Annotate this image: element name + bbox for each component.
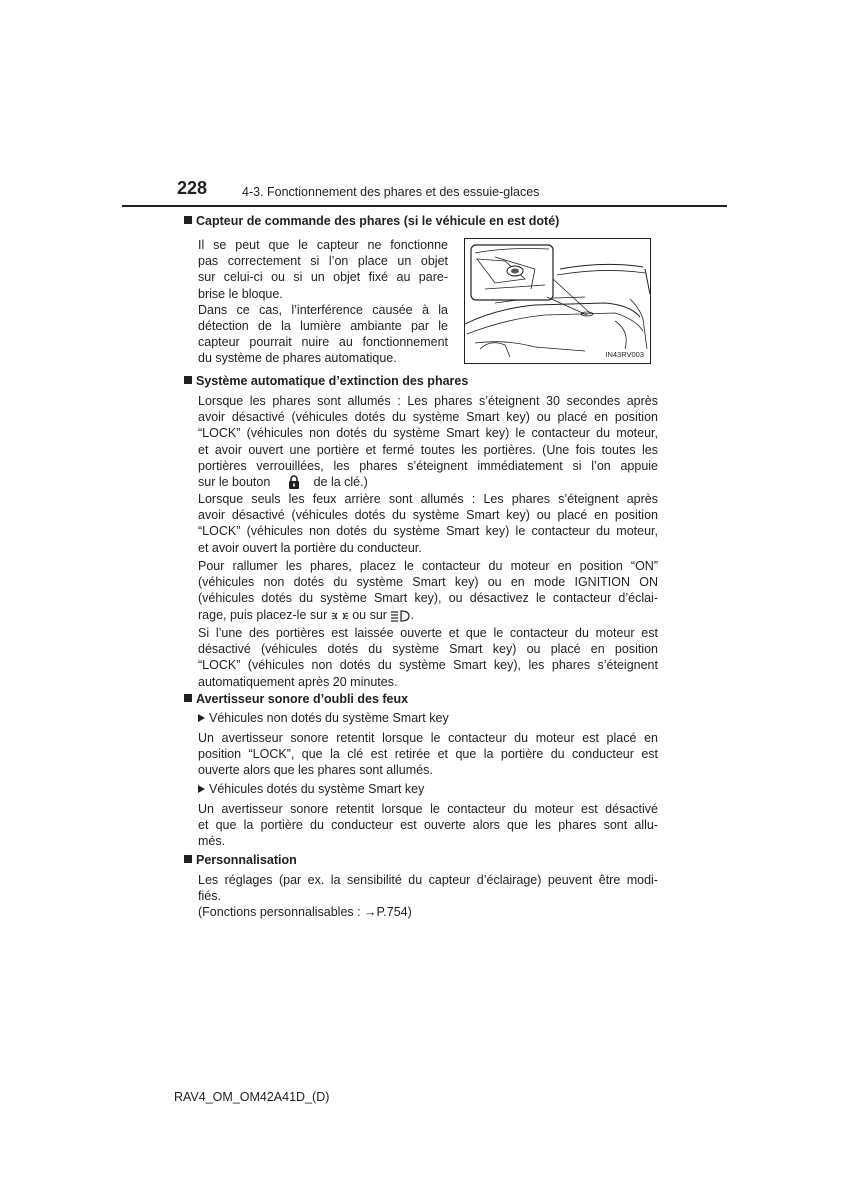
- extinction-paragraph-4: [198, 625, 658, 690]
- chapter-title: 4-3. Fonctionnement des phares et des essuie-glaces: [242, 185, 540, 199]
- text-line: pas correctement si l’on place un objet: [198, 254, 448, 269]
- text-line: Un avertisseur sonore retentit lorsque le contacteur du moteur est désactivé: [198, 802, 658, 816]
- text-line: més.: [198, 834, 226, 849]
- text-fragment: .: [410, 607, 414, 622]
- square-bullet-icon: [184, 855, 192, 863]
- text-line: avoir désactivé (véhicules dotés du système Smart key) ou placé en position: [198, 410, 658, 425]
- text-line: et avoir ouvert la portière du conducteur.: [198, 540, 422, 555]
- text-line: désactivé (véhicules dotés du système Smart key) ou placé en position: [198, 642, 658, 657]
- heading-text: Capteur de commande des phares (si le véhicule en est doté): [196, 214, 560, 228]
- text-line: position “LOCK”, que la clé est retirée et que la portière du conducteur est: [198, 747, 658, 762]
- text-line: (véhicules non dotés du système Smart key) ou en mode IGNITION ON: [198, 575, 658, 590]
- text-line: Si l’une des portières est laissée ouverte et que le contacteur du moteur est: [198, 626, 658, 640]
- extinction-paragraph-3: [198, 558, 658, 623]
- text-line: Pour rallumer les phares, placez le contacteur du moteur en position “ON”: [198, 559, 658, 573]
- text-line: fiés.: [198, 889, 221, 904]
- text-line: “LOCK” (véhicules non dotés du système Smart key) le contacteur du moteur,: [198, 524, 658, 539]
- text-line: “LOCK” (véhicules non dotés du système Smart key) le contacteur du moteur,: [198, 426, 658, 441]
- tail-light-icon: [331, 610, 349, 626]
- square-bullet-icon: [184, 216, 192, 224]
- heading-text: Système automatique d’extinction des phares: [196, 374, 469, 388]
- text-line: sur celui-ci ou si un objet fixé au pare-: [198, 270, 448, 285]
- section-heading-personnalisation: [184, 853, 297, 867]
- extinction-paragraph-2: [198, 491, 658, 556]
- avertisseur-paragraph-2: [198, 801, 658, 850]
- text-line: Dans ce cas, l’interférence causée à la: [198, 302, 448, 317]
- light-sensor-illustration: [464, 238, 651, 364]
- text-line: capteur pourrait nuire au fonctionnement: [198, 335, 448, 350]
- heading-text: Avertisseur sonore d’oubli des feux: [196, 692, 409, 706]
- bullet-non-smart-key: [198, 711, 449, 725]
- text-fragment: sur le bouton: [198, 474, 271, 489]
- text-line: (véhicules dotés du système Smart key), ou désactivez le contacteur d’éclai-: [198, 591, 658, 606]
- personnalisation-paragraph: [198, 872, 658, 921]
- text-line: et que la portière du conducteur est ouverte alors que les phares sont allu-: [198, 818, 658, 833]
- page-reference-link[interactable]: (Fonctions personnalisables : →P.754): [198, 905, 412, 920]
- windshield-sensor-drawing: [465, 239, 650, 363]
- section-heading-capteur: [184, 214, 559, 228]
- footer-code: RAV4_OM_OM42A41D_(D): [174, 1090, 330, 1104]
- text-line: brise le bloque.: [198, 286, 283, 301]
- text-fragment: ou sur: [352, 607, 387, 622]
- text-line: avoir désactivé (véhicules dotés du système Smart key) ou placé en position: [198, 508, 658, 523]
- text-line: et avoir ouvert une portière et fermé toutes les portières. (Une fois toutes les: [198, 442, 658, 457]
- heading-text: Personnalisation: [196, 853, 297, 867]
- section-heading-avertisseur: [184, 692, 408, 706]
- text-line: [198, 607, 658, 623]
- square-bullet-icon: [184, 376, 192, 384]
- text-line: portières verrouillées, les phares s’éteignent immédiatement si l’on appuie: [198, 458, 658, 473]
- text-line: Un avertisseur sonore retentit lorsque le contacteur du moteur est placé en: [198, 731, 658, 745]
- page-number: 228: [177, 178, 208, 198]
- bullet-text: Véhicules non dotés du système Smart key: [209, 711, 449, 725]
- avertisseur-paragraph-1: [198, 730, 658, 779]
- square-bullet-icon: [184, 694, 192, 702]
- text-line: Il se peut que le capteur ne fonctionne: [198, 238, 448, 252]
- headlight-icon: [390, 610, 410, 626]
- bullet-smart-key: [198, 782, 424, 796]
- extinction-paragraph-1: [198, 393, 658, 490]
- figure-code: IN43RV003: [605, 350, 644, 359]
- bullet-text: Véhicules dotés du système Smart key: [209, 782, 425, 796]
- text-line: Lorsque seuls les feux arrière sont allumés : Les phares s’éteignent après: [198, 492, 658, 506]
- triangle-bullet-icon: [198, 714, 205, 722]
- text-line: ouverte alors que les phares sont allumés.: [198, 763, 433, 778]
- text-line: détection de la lumière ambiante par le: [198, 318, 448, 333]
- text-fragment: rage, puis placez-le sur: [198, 607, 328, 622]
- text-line: [198, 474, 658, 490]
- section-heading-extinction: [184, 374, 468, 388]
- text-line: automatiquement après 20 minutes.: [198, 674, 398, 689]
- text-line: “LOCK” (véhicules non dotés du système Smart key), les phares s’éteignent: [198, 658, 658, 673]
- header-rule: [122, 205, 727, 207]
- text-line: Lorsque les phares sont allumés : Les phares s’éteignent 30 secondes après: [198, 394, 658, 408]
- text-line: Les réglages (par ex. la sensibilité du capteur d’éclairage) peuvent être modi-: [198, 873, 658, 887]
- capteur-paragraph: [198, 237, 448, 367]
- text-fragment: de la clé.): [313, 474, 368, 489]
- triangle-bullet-icon: [198, 785, 205, 793]
- text-line: du système de phares automatique.: [198, 351, 397, 366]
